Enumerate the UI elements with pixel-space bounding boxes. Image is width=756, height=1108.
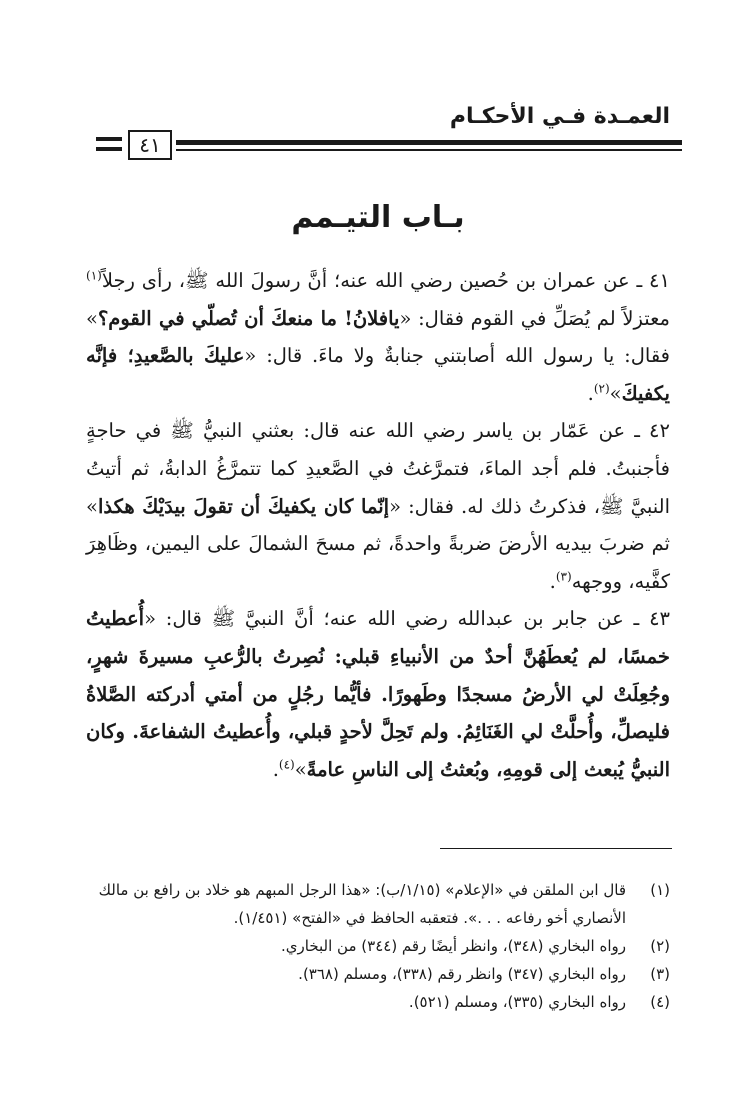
hadith-42 xyxy=(86,412,670,600)
footnote-separator xyxy=(440,848,672,849)
footnote-ref: (٣) xyxy=(555,569,572,584)
quote-close: » xyxy=(609,381,622,405)
chapter-title: بـاب التيـمم xyxy=(291,200,465,235)
header-ornament-dash xyxy=(96,137,122,141)
hadith-number: ٤٢ xyxy=(649,419,670,443)
hadith-text: ـ عن جابر بن عبدالله رضي الله عنه؛ أنَّ النبيَّ ﷺ قال: « xyxy=(144,607,640,631)
hadith-tail: . xyxy=(272,757,279,781)
header-ornament-dash xyxy=(96,147,122,151)
hadith-tail: . xyxy=(549,569,556,593)
footnote-number: (٢) xyxy=(650,937,670,955)
hadith-tail: . xyxy=(587,381,594,405)
header-rule-thin xyxy=(176,149,682,151)
hadith-43 xyxy=(86,600,670,788)
footnote-text: رواه البخاري (٣٤٨)، وانظر أيضًا رقم (٣٤٤) من البخاري. xyxy=(281,937,626,955)
footnote-number: (٤) xyxy=(650,993,670,1011)
hadith-41 xyxy=(86,262,670,412)
hadith-text: ـ عن عَمّار بن ياسر رضي الله عنه قال: بعثني النبيُّ ﷺ في حاجةٍ فأجنبتُ. فلم أجد الماءَ، فتمرَّغتُ في الصَّعيدِ كما تتمرَّغُ الدابةُ، ثم أتيتُ النبيَّ ﷺ، فذكرتُ ذلك له. فقال: « xyxy=(86,419,670,518)
header-rule-thick xyxy=(176,140,682,145)
hadith-body xyxy=(86,262,670,788)
page-number: ٤١ xyxy=(128,130,172,160)
prophet-speech: يافلانُ! ما منعكَ أن تُصلّي في القوم؟ xyxy=(97,306,400,330)
hadith-number: ٤٣ xyxy=(649,607,671,631)
prophet-speech: إنّما كان يكفيكَ أن تقولَ بيدَيْكَ هكذا xyxy=(97,494,390,518)
footnote-text: قال ابن الملقن في «الإعلام» (١/١٥/ب): «هذا الرجل المبهم هو خلاد بن رافع بن مالك الأنصاري أخو رفاعه . . .». فتعقبه الحافظ في «الفتح» (١/٤٥١). xyxy=(98,881,626,927)
footnote-2 xyxy=(80,932,670,960)
footnote-ref: (١) xyxy=(86,268,102,283)
footnote-number: (١) xyxy=(650,881,670,899)
footnote-ref: (٢) xyxy=(593,381,610,396)
prophet-speech: عليكَ بالصَّعيدِ؛ فإنَّه يكفيكَ xyxy=(86,344,670,405)
hadith-text: » فقال: يا رسول الله أصابتني جنابةٌ ولا ماءَ. قال: « xyxy=(86,306,671,368)
hadith-text: » ثم ضربَ بيديه الأرضَ ضربةً واحدةً، ثم مسحَ الشمالَ على اليمين، وظَاهِرَ كفَّيه، ووجهه xyxy=(86,494,670,593)
footnote-3 xyxy=(80,960,670,988)
hadith-text: ـ عن عمران بن حُصين رضي الله عنه؛ أنَّ رسولَ الله ﷺ، رأى رجلاً xyxy=(101,269,643,292)
footnote-ref: (٤) xyxy=(278,757,295,772)
footnote-text: رواه البخاري (٣٣٥)، ومسلم (٥٢١). xyxy=(408,993,626,1011)
hadith-text: معتزلاً لم يُصَلِّ في القوم فقال: « xyxy=(399,306,670,330)
prophet-speech: أُعطيتُ خمسًا، لم يُعطَهُنَّ أحدٌ من الأنبياءِ قبلي: نُصِرتُ بالرُّعبِ مسيرةَ شهرٍ، وجُعِلَتْ لي الأرضُ مسجدًا وطَهورًا. فأيُّما رجُلٍ من أمتي أدركته الصَّلاةُ فليصلِّ، وأُحلَّتْ لي الغَنَائِمُ. ولم تَحِلَّ لأحدٍ قبلي، وأُعطيتُ الشفاعةَ. وكان النبيُّ يُبعث إلى قومِهِ، وبُعثتُ إلى الناسِ عامةً xyxy=(86,607,670,781)
footnotes xyxy=(80,876,670,1016)
footnote-number: (٣) xyxy=(650,965,670,983)
quote-close: » xyxy=(294,757,307,781)
footnote-text: رواه البخاري (٣٤٧) وانظر رقم (٣٣٨)، ومسلم (٣٦٨). xyxy=(298,965,626,983)
hadith-number: ٤١ xyxy=(649,269,670,292)
footnote-4 xyxy=(80,988,670,1016)
running-header: العمـدة فـي الأحكـام xyxy=(449,104,670,129)
footnote-1 xyxy=(80,876,670,932)
